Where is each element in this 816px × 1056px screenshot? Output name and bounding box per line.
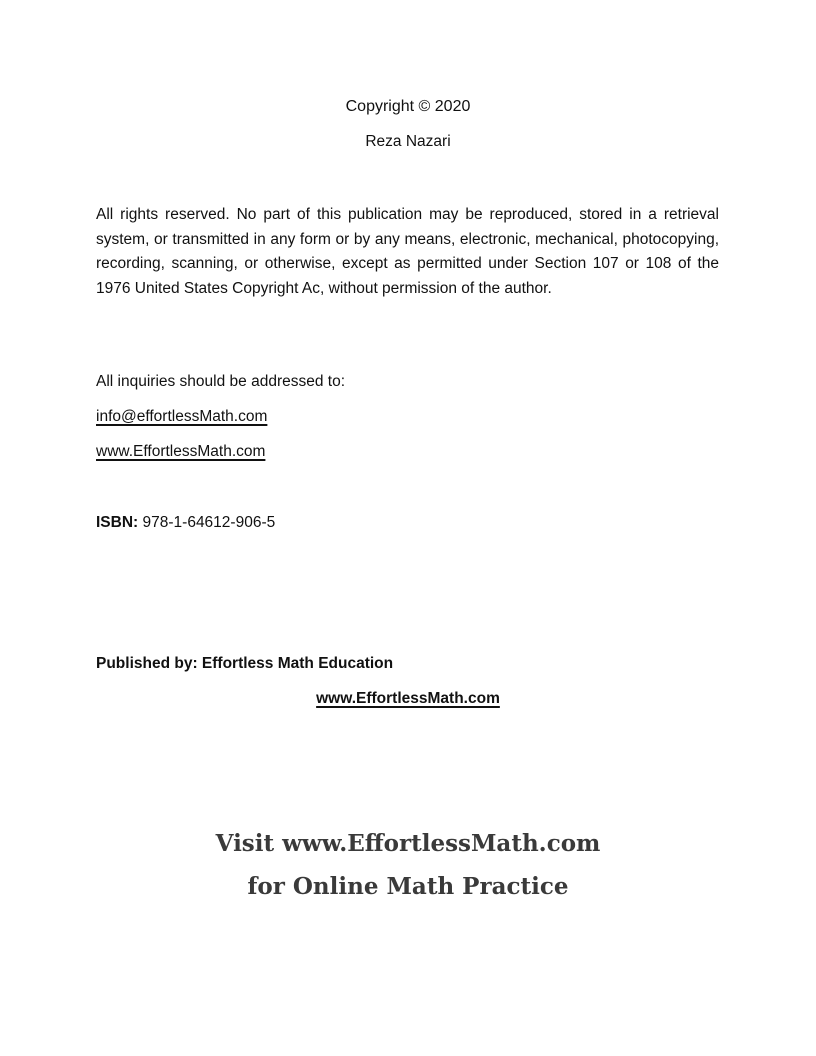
author-name: Reza Nazari xyxy=(365,133,451,150)
publisher-website-link[interactable]: www.EffortlessMath.com xyxy=(316,690,500,707)
email-link[interactable]: info@effortlessMath.com xyxy=(96,408,268,425)
isbn-value: 978-1-64612-906-5 xyxy=(142,514,276,531)
website-line xyxy=(96,442,265,462)
publisher-website-line xyxy=(0,689,816,709)
copyright-notice: Copyright © 2020 xyxy=(345,98,471,115)
promo-line-practice: for Online Math Practice xyxy=(247,873,569,900)
isbn-label: ISBN: xyxy=(96,514,139,531)
publisher-label: Published by: Effortless Math Education xyxy=(96,655,394,672)
isbn-line xyxy=(96,513,275,533)
website-link[interactable]: www.EffortlessMath.com xyxy=(96,443,266,460)
promo-line-visit: Visit www.EffortlessMath.com xyxy=(215,830,601,857)
inquiries-label: All inquiries should be addressed to: xyxy=(96,373,346,390)
rights-paragraph: All rights reserved. No part of this publication may be reproduced, stored in a retrieval system, or transmitted in any form or by any means, electronic, mechanical, photocopying, recording, scanning, or otherwise, except as permitted under Section 107 or 108 of the 1976 United States Copyright Ac, without permission of the author. xyxy=(96,206,719,297)
email-line xyxy=(96,407,267,427)
